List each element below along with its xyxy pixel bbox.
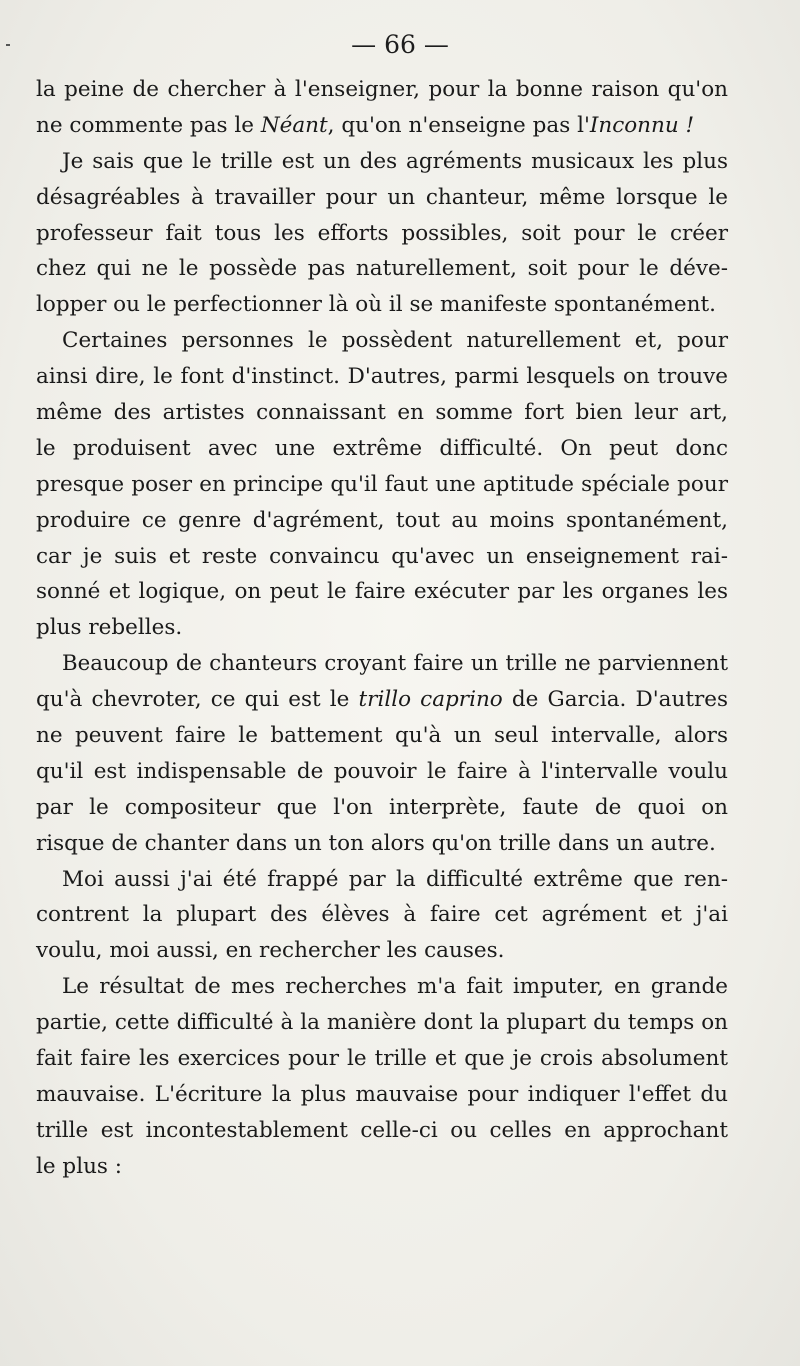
text-line (36, 1005, 728, 1041)
text-line (36, 539, 728, 575)
text-segment: presque poser en principe qu'il faut une aptitude spéciale pour (36, 471, 728, 497)
text-segment: qu'il est indispensable de pouvoir le faire à l'intervalle voulu (36, 758, 728, 784)
text-segment: Moi aussi j'ai été frappé par la difficulté extrême que ren- (62, 866, 728, 892)
text-segment: Beaucoup de chanteurs croyant faire un trille ne parviennent (62, 651, 728, 677)
text-line (36, 108, 728, 144)
text-segment: Certaines personnes le possèdent naturellement et, pour (62, 328, 728, 354)
text-line (36, 287, 728, 323)
text-segment: Le résultat de mes recherches m'a fait imputer, en grande (62, 974, 728, 1000)
text-segment: la peine de chercher à l'enseigner, pour la bonne raison qu'on (36, 77, 728, 102)
text-line (36, 144, 728, 180)
text-line (36, 323, 728, 359)
text-segment: lopper ou le perfectionner là où il se manifeste spontanément. (36, 292, 716, 318)
text-segment: risque de chanter dans un ton alors qu'on trille dans un autre. (36, 830, 716, 856)
text-line (36, 72, 728, 108)
text-segment: professeur fait tous les efforts possibles, soit pour le créer (36, 220, 728, 246)
text-segment: plus rebelles. (36, 615, 183, 641)
text-line (36, 610, 728, 646)
text-line (36, 897, 728, 933)
text-line (36, 216, 728, 252)
text-segment: contrent la plupart des élèves à faire cet agrément et j'ai (36, 902, 728, 928)
text-line (36, 718, 728, 754)
text-line (36, 682, 728, 718)
text-line (36, 467, 728, 503)
text-line (36, 574, 728, 610)
text-segment: car je suis et reste convaincu qu'avec un enseignement rai- (36, 543, 728, 569)
text-line (36, 969, 728, 1005)
text-segment: chez qui ne le possède pas naturellement, soit pour le déve- (36, 256, 728, 282)
text-segment: trille est incontestablement celle-ci ou celles en approchant (36, 1117, 728, 1143)
text-line (36, 862, 728, 898)
text-segment: ainsi dire, le font d'instinct. D'autres, parmi lesquels on trouve (36, 364, 728, 390)
text-line (36, 790, 728, 826)
text-line (36, 754, 728, 790)
text-segment: mauvaise. L'écriture la plus mauvaise pour indiquer l'effet du (36, 1081, 728, 1107)
text-line (36, 180, 728, 216)
italic-text: trillo caprino (358, 687, 503, 713)
text-segment: qu'à chevroter, ce qui est le (36, 687, 359, 713)
text-segment: ne peuvent faire le battement qu'à un seul intervalle, alors (36, 723, 728, 749)
text-segment: même des artistes connaissant en somme fort bien leur art, (36, 400, 728, 426)
text-segment: fait faire les exercices pour le trille et que je crois absolument (36, 1046, 728, 1072)
text-line (36, 933, 728, 969)
body-text (36, 72, 728, 1185)
page-number: — 66 — (351, 30, 449, 59)
text-line (36, 1149, 728, 1185)
text-segment: partie, cette difficulté à la manière dont la plupart du temps on (36, 1010, 728, 1036)
text-line (36, 503, 728, 539)
italic-text: Néant (260, 112, 328, 138)
text-segment: le produisent avec une extrême difficulté. On peut donc (36, 435, 728, 461)
text-segment: , qu'on n'enseigne pas l' (327, 112, 590, 138)
text-line (36, 431, 728, 467)
text-line (36, 1113, 728, 1149)
text-segment: désagréables à travailler pour un chanteur, même lorsque le (36, 184, 728, 210)
text-segment: de Garcia. D'autres (502, 687, 728, 713)
text-segment: sonné et logique, on peut le faire exécuter par les organes les (36, 579, 728, 605)
text-line (36, 826, 728, 862)
text-segment: ne commente pas le (36, 112, 261, 138)
text-line (36, 359, 728, 395)
text-segment: produire ce genre d'agrément, tout au moins spontanément, (36, 507, 728, 533)
text-segment: par le compositeur que l'on interprète, faute de quoi on (36, 794, 728, 820)
text-line (36, 1077, 728, 1113)
text-line (36, 395, 728, 431)
text-segment: Je sais que le trille est un des agréments musicaux les plus (62, 148, 728, 174)
text-line (36, 1041, 728, 1077)
text-line (36, 251, 728, 287)
text-segment: le plus : (36, 1153, 123, 1179)
italic-text: Inconnu ! (589, 112, 695, 138)
text-segment: voulu, moi aussi, en rechercher les causes. (36, 938, 505, 964)
text-line (36, 646, 728, 682)
